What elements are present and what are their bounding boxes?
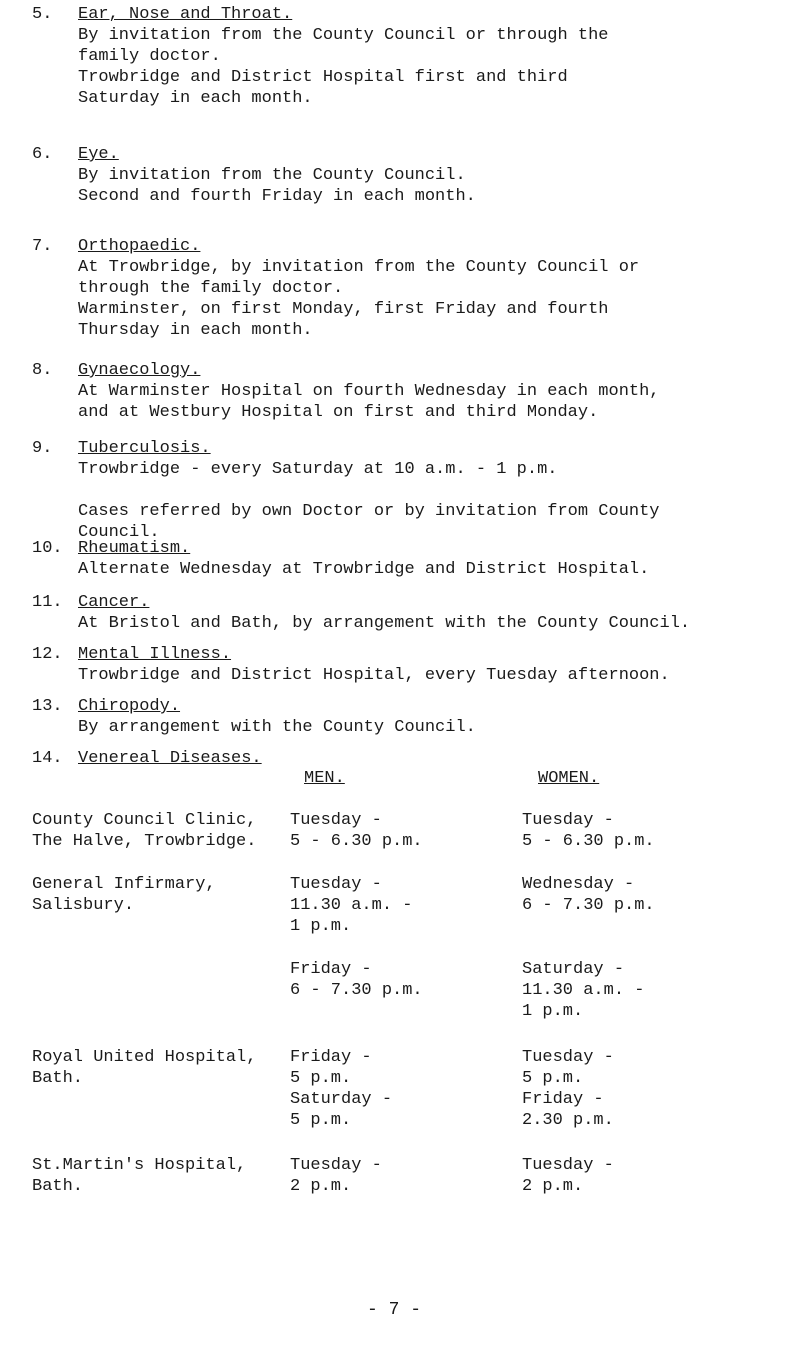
section-title: Orthopaedic. <box>78 237 201 256</box>
section-line: Second and fourth Friday in each month. <box>78 187 476 206</box>
section-line: At Warminster Hospital on fourth Wednesday in each month, <box>78 382 660 401</box>
section-title: Eye. <box>78 145 119 164</box>
section-line: By invitation from the County Council or through the <box>78 26 609 45</box>
page-number: - 7 - <box>367 1300 422 1320</box>
men-hours-line: 2 p.m. <box>290 1177 352 1196</box>
section-title: Gynaecology. <box>78 361 201 380</box>
section-line: At Trowbridge, by invitation from the County Council or <box>78 258 640 277</box>
section-number: 9. <box>32 439 53 458</box>
section-line: Warminster, on first Monday, first Friday and fourth <box>78 300 609 319</box>
women-hours-line: 6 - 7.30 p.m. <box>522 896 655 915</box>
table-row <box>32 1047 792 1155</box>
men-hours-line: Saturday - <box>290 1090 393 1109</box>
men-hours-line: 1 p.m. <box>290 917 352 936</box>
section-line: Saturday in each month. <box>78 89 313 108</box>
section-line: Alternate Wednesday at Trowbridge and District Hospital. <box>78 560 650 579</box>
section-number: 5. <box>32 5 53 24</box>
clinic-name-line: Bath. <box>32 1069 84 1088</box>
clinic-name-line: County Council Clinic, <box>32 811 257 830</box>
section-line: through the family doctor. <box>78 279 344 298</box>
women-hours-line: 2 p.m. <box>522 1177 584 1196</box>
table-row <box>32 874 792 959</box>
venereal-clinic-table <box>32 768 792 1199</box>
section-line: By invitation from the County Council. <box>78 166 466 185</box>
clinic-name-line: Salisbury. <box>32 896 135 915</box>
women-hours-line: 5 - 6.30 p.m. <box>522 832 655 851</box>
men-hours-line: 5 p.m. <box>290 1069 352 1088</box>
men-hours-line: Friday - <box>290 1048 372 1067</box>
clinic-name-line: The Halve, Trowbridge. <box>32 832 257 851</box>
clinic-name-line: General Infirmary, <box>32 875 216 894</box>
women-hours-line: Wednesday - <box>522 875 635 894</box>
men-hours-line: Tuesday - <box>290 1156 382 1175</box>
men-column-header: MEN. <box>304 769 345 788</box>
section-number: 13. <box>32 697 63 716</box>
section-line: Council. <box>78 523 160 542</box>
women-hours-line: Tuesday - <box>522 811 614 830</box>
section-line: Thursday in each month. <box>78 321 313 340</box>
women-hours-line: 1 p.m. <box>522 1002 584 1021</box>
section-line: At Bristol and Bath, by arrangement with the County Council. <box>78 614 691 633</box>
women-hours-line: Tuesday - <box>522 1048 614 1067</box>
section-line: and at Westbury Hospital on first and third Monday. <box>78 403 599 422</box>
section-title: Mental Illness. <box>78 645 232 664</box>
men-hours-line: 11.30 a.m. - <box>290 896 413 915</box>
table-row <box>32 959 792 1047</box>
table-row <box>32 810 792 874</box>
women-hours-line: Tuesday - <box>522 1156 614 1175</box>
men-hours-line: 5 - 6.30 p.m. <box>290 832 423 851</box>
section-line: family doctor. <box>78 47 221 66</box>
women-hours-line: 2.30 p.m. <box>522 1111 614 1130</box>
table-header-row <box>32 768 792 810</box>
men-hours-line: 6 - 7.30 p.m. <box>290 981 423 1000</box>
section-number: 10. <box>32 539 63 558</box>
section-number: 8. <box>32 361 53 380</box>
women-hours-line: 11.30 a.m. - <box>522 981 645 1000</box>
section-number: 12. <box>32 645 63 664</box>
clinic-name-line: St.Martin's Hospital, <box>32 1156 247 1175</box>
clinic-name-line: Royal United Hospital, <box>32 1048 257 1067</box>
section-number: 7. <box>32 237 53 256</box>
section-line: Trowbridge and District Hospital first and third <box>78 68 568 87</box>
women-hours-line: 5 p.m. <box>522 1069 584 1088</box>
women-hours-line: Saturday - <box>522 960 625 979</box>
women-hours-line: Friday - <box>522 1090 604 1109</box>
men-hours-line: 5 p.m. <box>290 1111 352 1130</box>
section-number: 11. <box>32 593 63 612</box>
section-title: Venereal Diseases. <box>78 749 262 768</box>
men-hours-line: Friday - <box>290 960 372 979</box>
section-line: By arrangement with the County Council. <box>78 718 476 737</box>
section-line: Trowbridge and District Hospital, every Tuesday afternoon. <box>78 666 670 685</box>
men-hours-line: Tuesday - <box>290 811 382 830</box>
table-row <box>32 1155 792 1199</box>
section-number: 14. <box>32 749 63 768</box>
clinic-name-line: Bath. <box>32 1177 84 1196</box>
section-line: Trowbridge - every Saturday at 10 a.m. - 1 p.m. <box>78 460 558 479</box>
section-title: Cancer. <box>78 593 150 612</box>
men-hours-line: Tuesday - <box>290 875 382 894</box>
section-line: Cases referred by own Doctor or by invitation from County <box>78 502 660 521</box>
section-number: 6. <box>32 145 53 164</box>
section-title: Ear, Nose and Throat. <box>78 5 293 24</box>
section-title: Tuberculosis. <box>78 439 211 458</box>
section-title: Chiropody. <box>78 697 181 716</box>
section-title: Rheumatism. <box>78 539 191 558</box>
women-column-header: WOMEN. <box>538 769 600 788</box>
